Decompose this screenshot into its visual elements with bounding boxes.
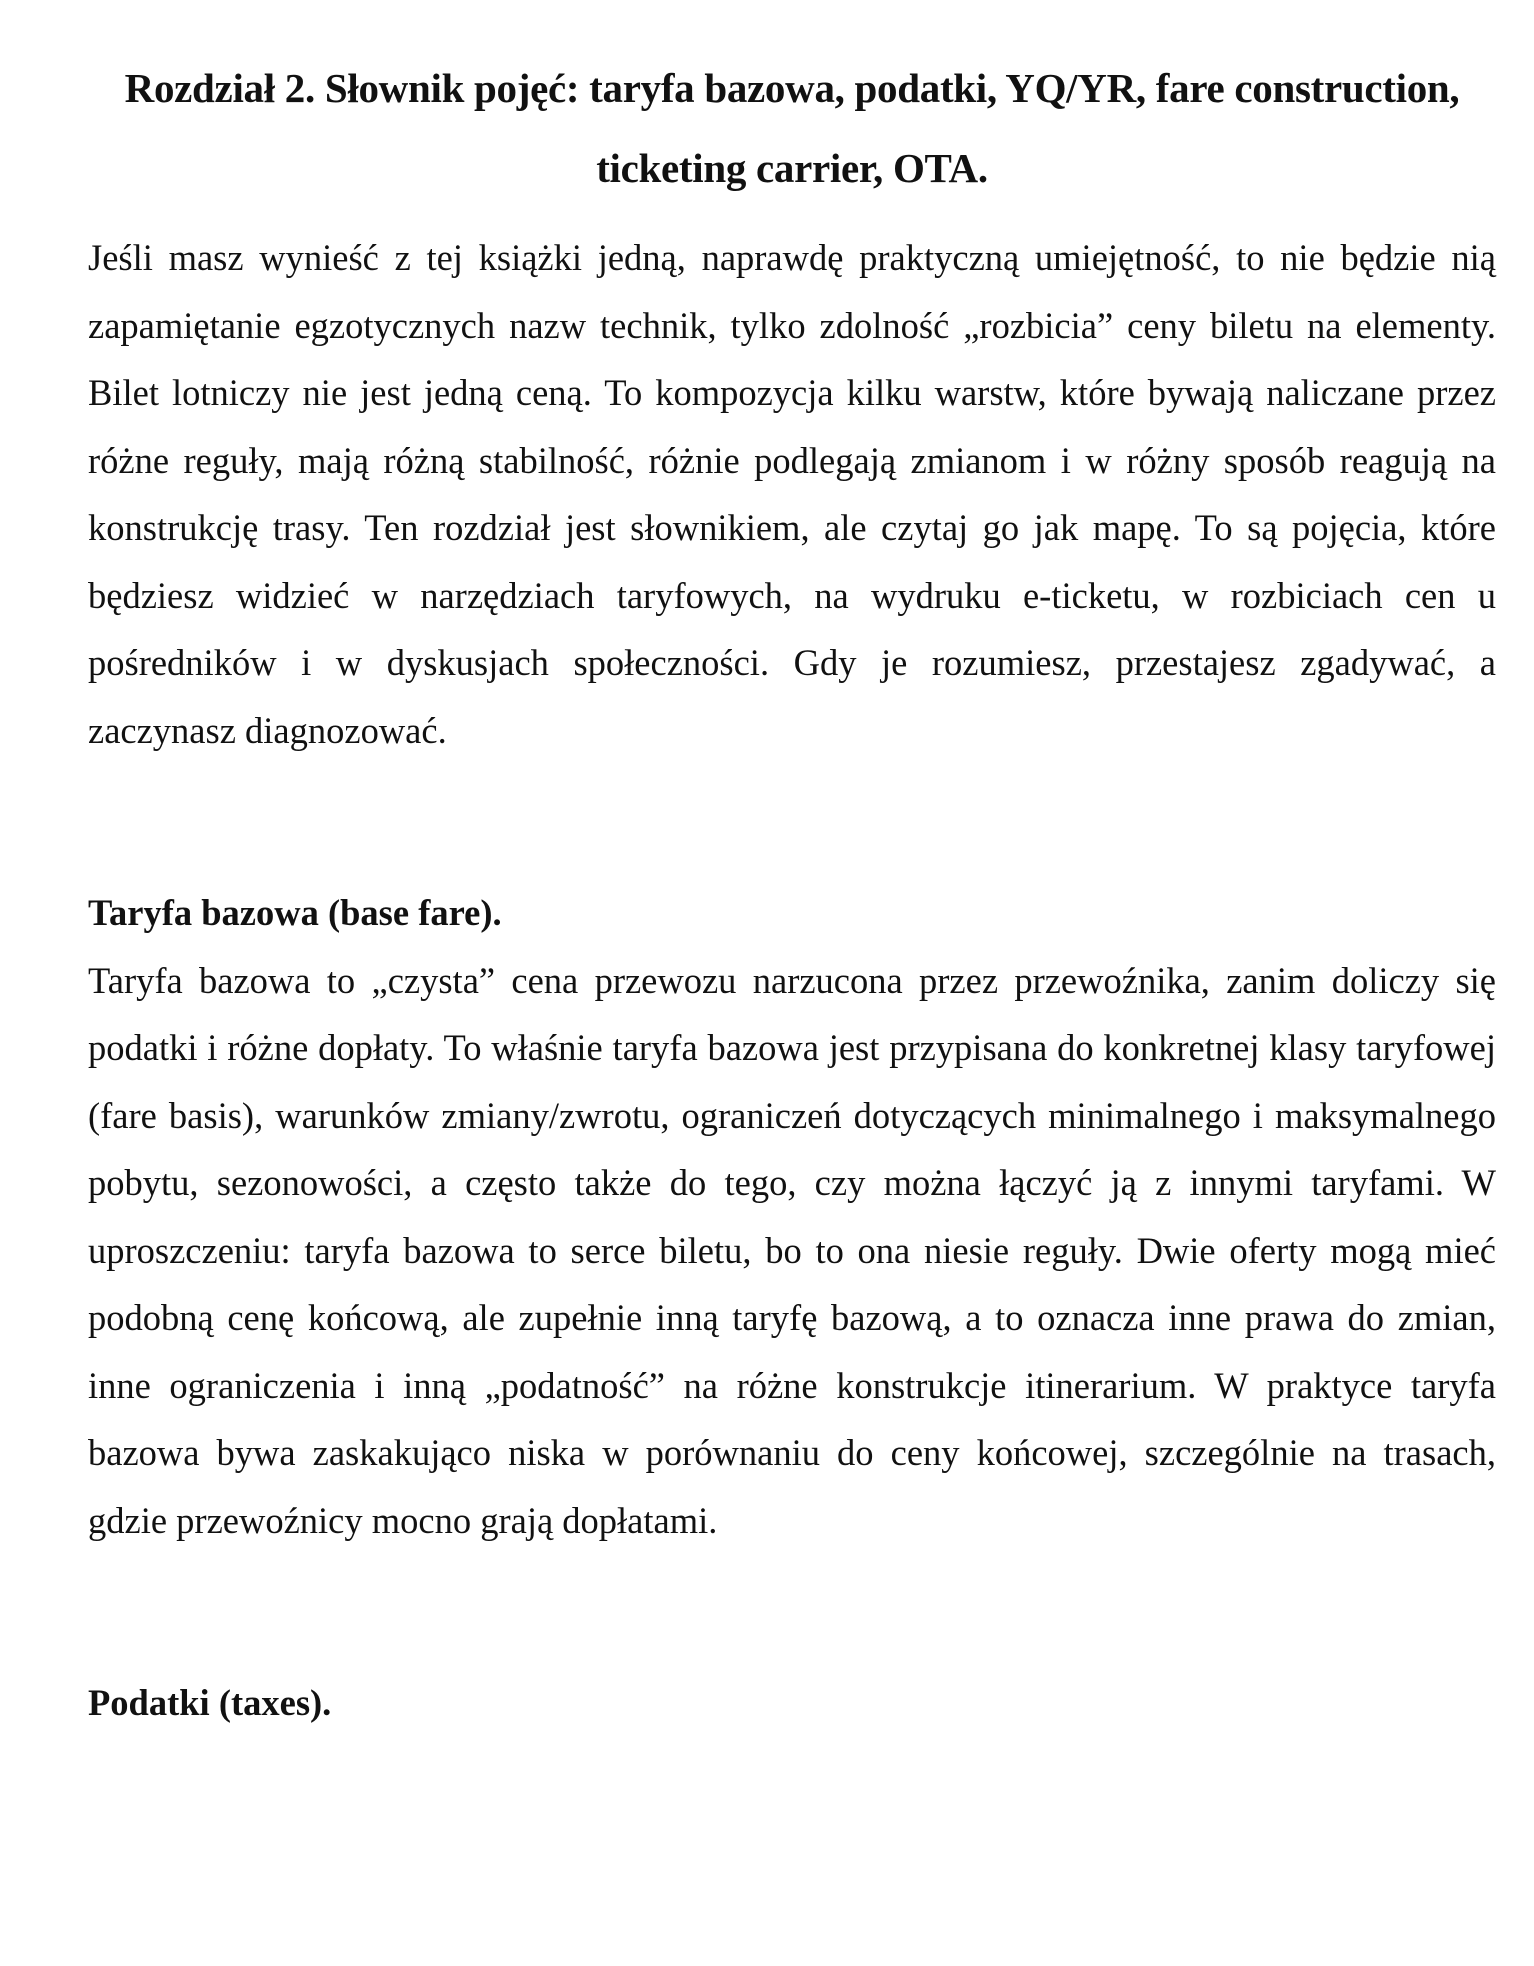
section-body-base-fare: Taryfa bazowa to „czysta” cena przewozu narzucona przez przewoźnika, zanim doliczy się podatki i różne dopłaty. To właśnie taryfa bazowa jest przypisana do konkretnej klasy taryfowej (fare basis), warunków zmiany/zwrotu, ograniczeń dotyczących minimalnego i maksymalnego pobytu, sezonowości, a często także do tego, czy można łączyć ją z innymi taryfami. W uproszczeniu: taryfa bazowa to serce biletu, bo to ona niesie reguły. Dwie oferty mogą mieć podobną cenę końcową, ale zupełnie inną taryfę bazową, a to oznacza inne prawa do zmian, inne ograniczenia i inną „podatność” na różne konstrukcje itinerarium. W praktyce taryfa bazowa bywa zaskakująco niska w porównaniu do ceny końcowej, szczególnie na trasach, gdzie przewoźnicy mocno grają dopłatami. <box>88 959 1496 1541</box>
section-heading-taxes: Podatki (taxes). <box>88 1682 332 1723</box>
section-heading-base-fare: Taryfa bazowa (base fare). <box>88 892 502 933</box>
chapter-title: Rozdział 2. Słownik pojęć: taryfa bazowa, podatki, YQ/YR, fare construction, ticketing carrier, OTA. <box>124 65 1460 191</box>
document-page <box>88 48 1496 1737</box>
intro-paragraph: Jeśli masz wynieść z tej książki jedną, naprawdę praktyczną umiejętność, to nie będzie nią zapamiętanie egzotycznych nazw technik, tylko zdolność „rozbicia” ceny biletu na elementy. Bilet lotniczy nie jest jedną ceną. To kompozycja kilku warstw, które bywają naliczane przez różne reguły, mają różną stabilność, różnie podlegają zmianom i w różny sposób reagują na konstrukcję trasy. Ten rozdział jest słownikiem, ale czytaj go jak mapę. To są pojęcia, które będziesz widzieć w narzędziach taryfowych, na wydruku e-ticketu, w rozbiciach cen u pośredników i w dyskusjach społeczności. Gdy je rozumiesz, przestajesz zgadywać, a zaczynasz diagnozować. <box>88 237 1496 751</box>
